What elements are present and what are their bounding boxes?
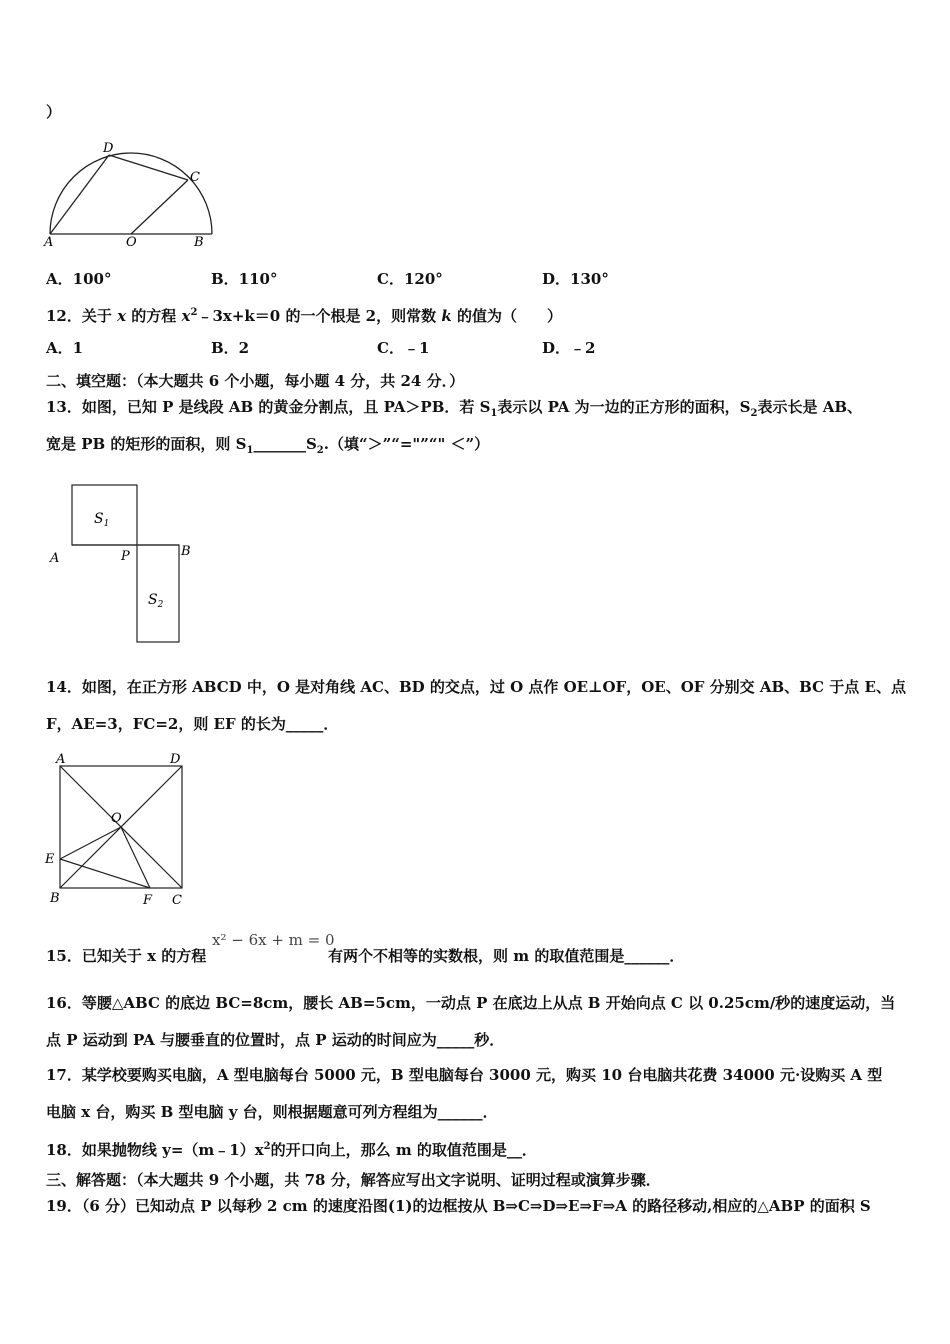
q14-line-2: F，AE=3，FC=2，则 EF 的长为_____． <box>46 715 339 733</box>
q15-text-a: 15．已知关于 x 的方程 <box>46 947 207 965</box>
point-label-e: E <box>45 852 55 867</box>
point-label-b: B <box>50 891 60 906</box>
point-label-c: C <box>190 170 200 185</box>
q17-line-2: 电脑 x 台，购买 B 型电脑 y 台，则根据题意可列方程组为______． <box>46 1103 498 1121</box>
q11-option-b: B．110° <box>211 270 278 288</box>
q15-formula: x² − 6x + m = 0 <box>212 931 335 949</box>
q16-line-1: 16．等腰△ABC 的底边 BC=8cm，腰长 AB=5cm，一动点 P 在底边上从点 B 开始向点 C 以 0.25cm/秒的速度运动，当 <box>46 994 896 1012</box>
point-label-b: B <box>181 544 191 559</box>
q14-square-figure <box>42 750 192 912</box>
point-label-a: A <box>56 752 66 767</box>
point-label-p: P <box>121 549 130 564</box>
q17-line-1: 17．某学校要购买电脑，A 型电脑每台 5000 元，B 型电脑每台 3000 元，购买 10 台电脑共花费 34000 元·设购买 A 型 <box>46 1066 883 1084</box>
point-label-o: O <box>111 811 122 826</box>
q13-golden-section-figure <box>44 480 214 650</box>
q12-text: 12．关于 x 的方程 $x^2﹣3x+k=0$ 的一个根是 2，则常数 k 的值为（ ） <box>46 307 562 325</box>
point-label-a: A <box>50 551 60 566</box>
q18-text: 18．如果抛物线 $y=(m﹣1)x^2$的开口向上，那么 m 的取值范围是__． <box>46 1141 537 1159</box>
q15-text-b: 有两个不相等的实数根，则 m 的取值范围是______． <box>328 947 685 965</box>
section-2-heading: 二、填空题：（本大题共 6 个小题，每小题 4 分，共 24 分．） <box>46 372 465 390</box>
point-label-o: O <box>126 235 137 248</box>
question-continuation-paren: ） <box>46 103 62 121</box>
q11-option-d: D．130° <box>542 270 609 288</box>
s2-label: $S_2$ <box>148 592 164 610</box>
q12-option-c: C．﹣1 <box>377 339 430 357</box>
q13-line-1: 13．如图，已知 P 是线段 AB 的黄金分割点，且 PA＞PB．若 $S_1$表示以 PA 为一边的正方形的面积，$S_2$表示长是 AB、 <box>46 398 863 419</box>
q14-line-1: 14．如图，在正方形 ABCD 中，O 是对角线 AC、BD 的交点，过 O 点作 OE⊥OF，OE、OF 分别交 AB、BC 于点 E、点 <box>46 678 906 696</box>
point-label-f: F <box>143 893 153 908</box>
point-label-d: D <box>103 141 114 156</box>
q12-option-b: B．2 <box>211 339 250 357</box>
q11-option-c: C．120° <box>377 270 443 288</box>
q12-option-d: D．﹣2 <box>542 339 596 357</box>
q12-option-a: A．1 <box>46 339 84 357</box>
section-3-heading: 三、解答题：（本大题共 9 个小题，共 78 分，解答应写出文字说明、证明过程或演算步骤． <box>46 1171 661 1189</box>
point-label-c: C <box>172 893 182 908</box>
q11-option-a: A．100° <box>46 270 112 288</box>
point-label-b: B <box>194 235 204 248</box>
q16-line-2: 点 P 运动到 PA 与腰垂直的位置时，点 P 运动的时间应为_____秒． <box>46 1031 505 1049</box>
s1-label: $S_1$ <box>94 511 110 529</box>
q13-line-2: 宽是 PB 的矩形的面积，则 $S_1\_\_\_\_\_\_\_S_2$.（填“＞”“="”“" ＜”） <box>46 435 490 456</box>
point-label-a: A <box>44 235 54 248</box>
q11-semicircle-figure <box>40 138 220 248</box>
point-label-d: D <box>170 752 181 767</box>
q19-line-1: 19．（6 分）已知动点 P 以每秒 2 cm 的速度沿图(1)的边框按从 B⇒C⇒D⇒E⇒F⇒A 的路径移动,相应的△ABP 的面积 S <box>46 1197 871 1215</box>
